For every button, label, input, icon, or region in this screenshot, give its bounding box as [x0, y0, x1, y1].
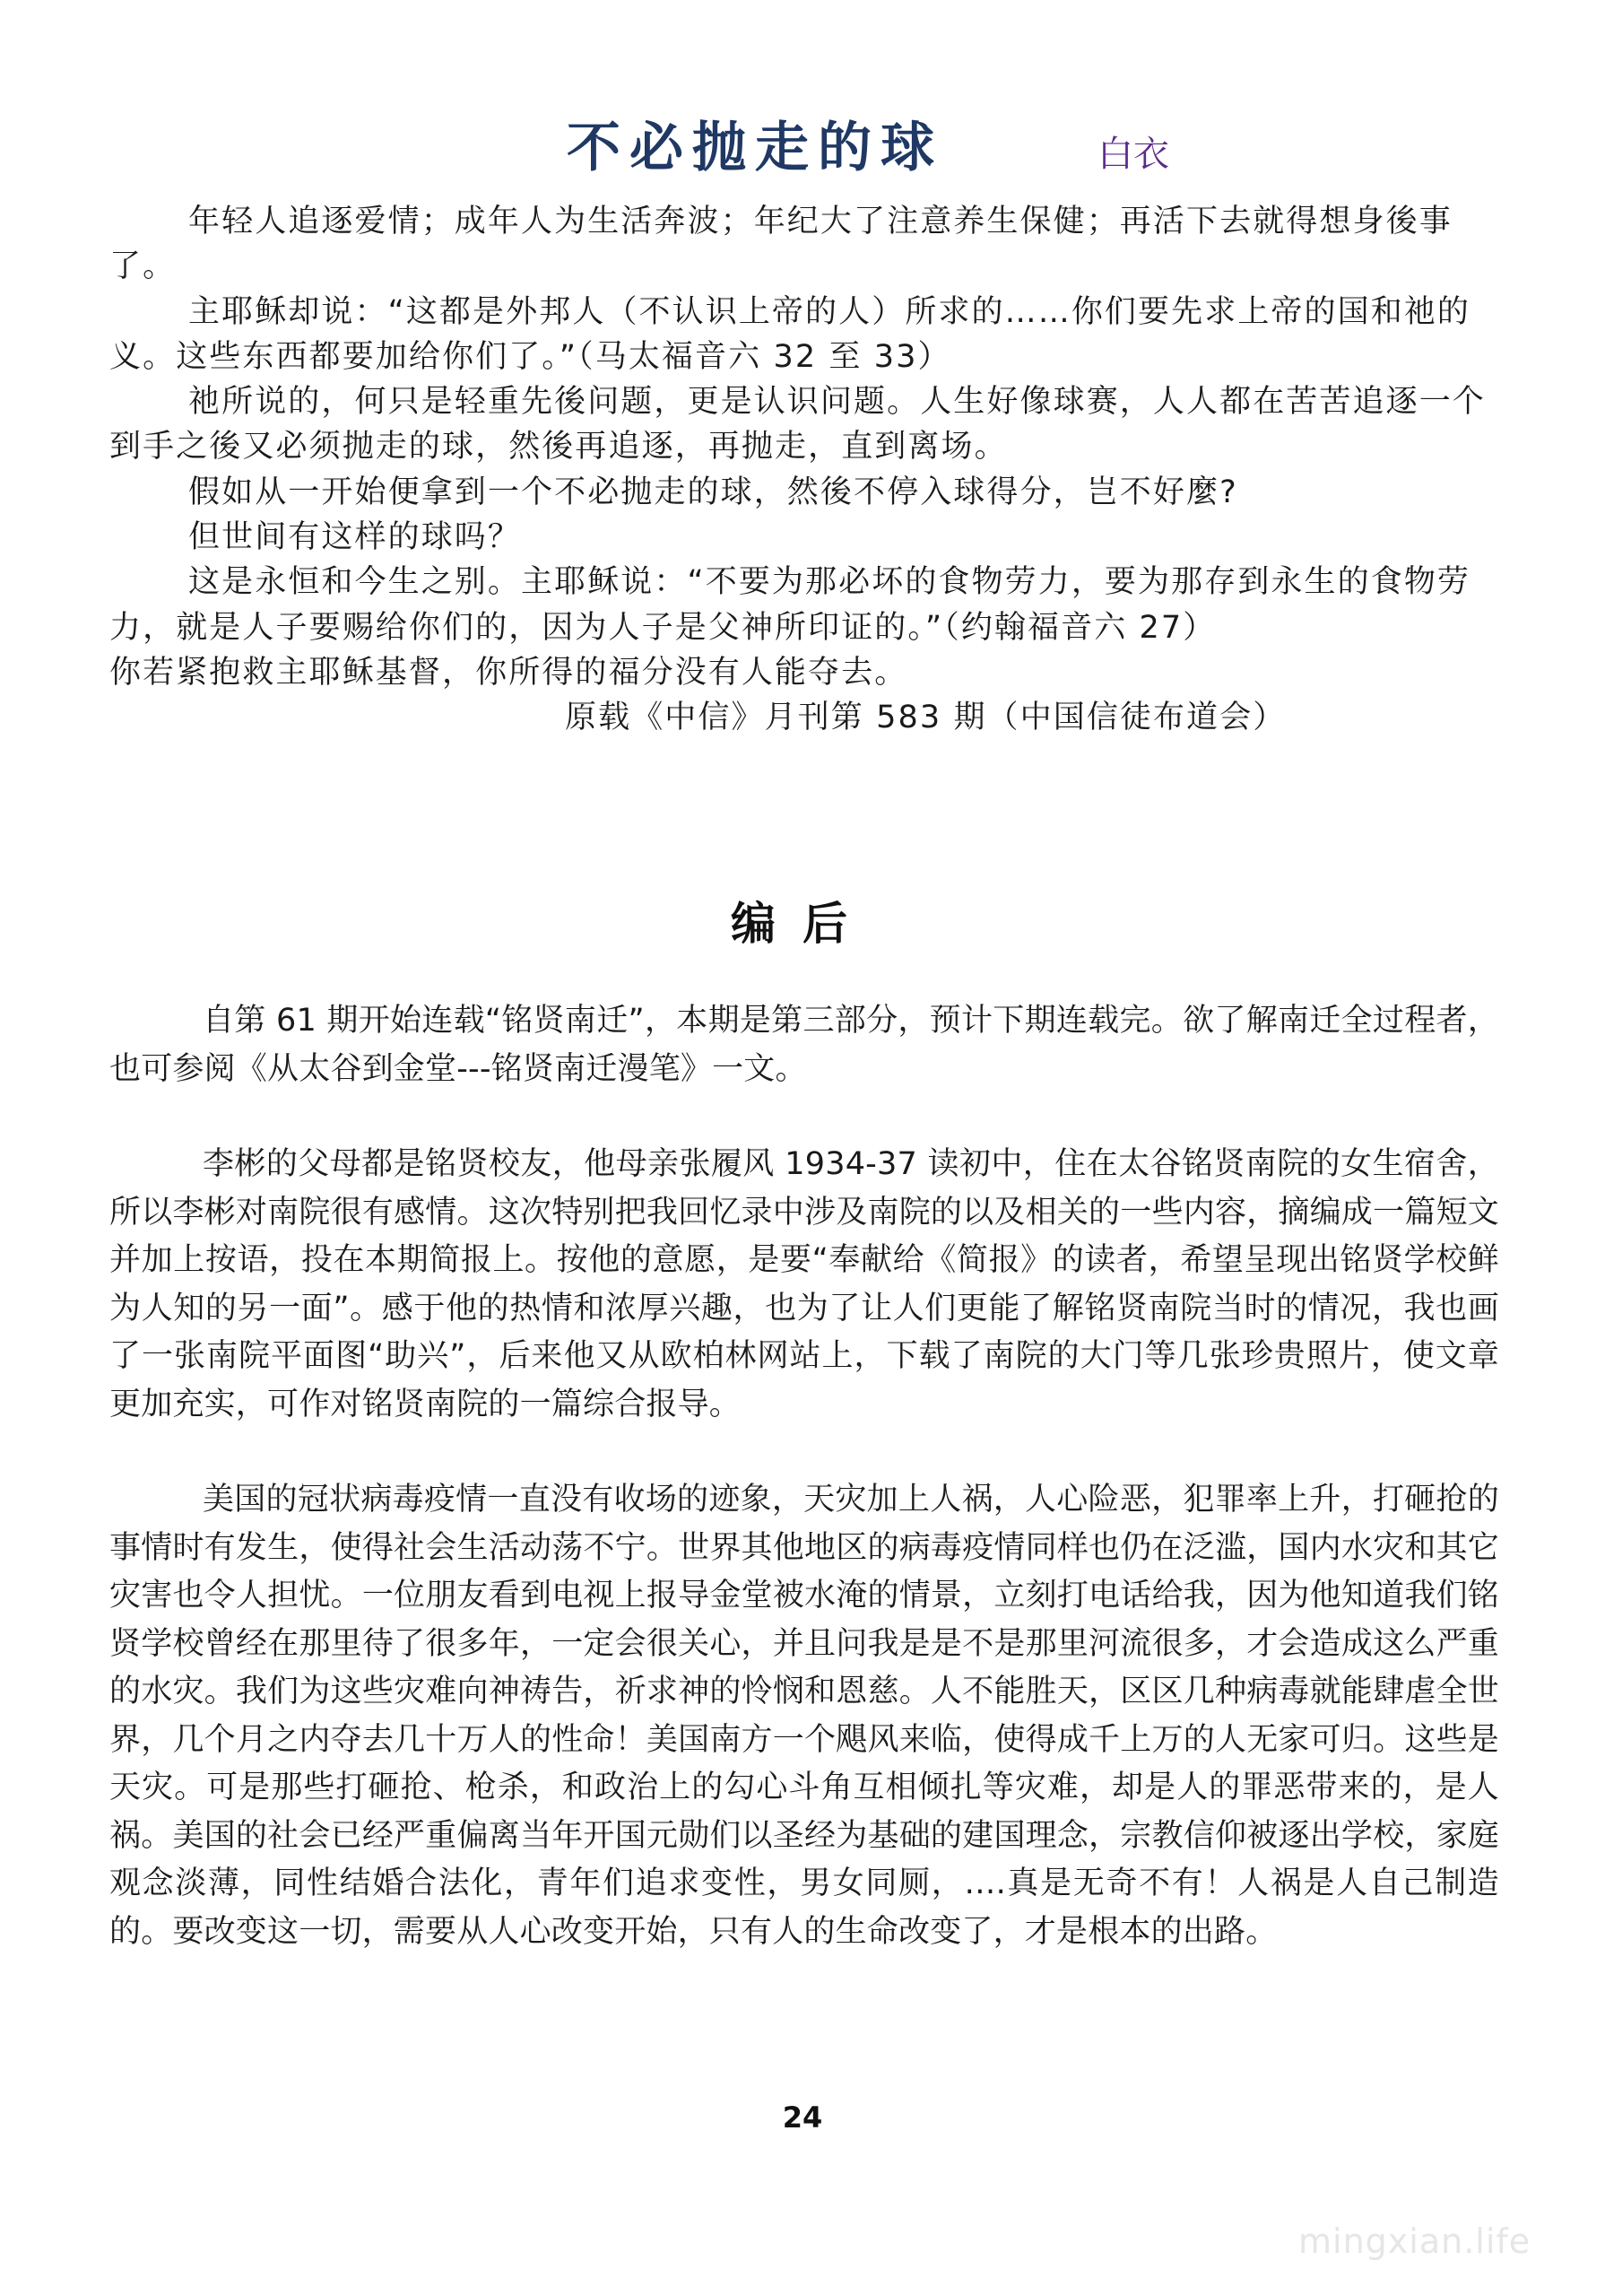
- editor-note-title: 编后: [731, 898, 874, 950]
- article-paragraph: 主耶稣却说：“这都是外邦人（不认识上帝的人）所求的……你们要先求上帝的国和祂的义。这些东西都要加给你们了。”（马太福音六 32 至 33）: [109, 293, 1471, 375]
- page-number: 24: [782, 2100, 823, 2135]
- editor-note-paragraph: 自第 61 期开始连载“铭贤南迁”，本期是第三部分，预计下期连载完。欲了解南迁全过程者，也可参阅《从太谷到金堂---铭贤南迁漫笔》一文。: [109, 1003, 1499, 1087]
- article-body: [109, 199, 1501, 741]
- article-source: 原载《中信》月刊第 583 期（中国信徒布道会）: [565, 700, 1287, 736]
- editor-note-paragraph: 李彬的父母都是铭贤校友，他母亲张履风 1934-37 读初中，住在太谷铭贤南院的女生宿舍，所以李彬对南院很有感情。这次特别把我回忆录中涉及南院的以及相关的一些内容，摘编成一篇短文并加上按语，投在本期简报上。按他的意愿，是要“奉献给《简报》的读者，希望呈现出铭贤学校鲜为人知的另一面”。感于他的热情和浓厚兴趣，也为了让人们更能了解铭贤南院当时的情况，我也画了一张南院平面图“助兴”，后来他又从欧柏林网站上，下载了南院的大门等几张珍贵照片，使文章更加充实，可作对铭贤南院的一篇综合报导。: [109, 1146, 1499, 1422]
- article-title-row: [0, 108, 1605, 188]
- editor-note-body: [109, 997, 1499, 1956]
- article-paragraph: 这是永恒和今生之别。主耶稣说：“不要为那必坏的食物劳力，要为那存到永生的食物劳力，就是人子要赐给你们的，因为人子是父神所印证的。”（约翰福音六 27）: [109, 564, 1471, 646]
- article-paragraph: 年轻人追逐爱情；成年人为生活奔波；年纪大了注意养生保健；再活下去就得想身後事了。: [109, 204, 1453, 285]
- article-paragraph: 但世间有这样的球吗？: [188, 519, 522, 556]
- article-paragraph: 你若紧抱救主耶稣基督，你所得的福分没有人能夺去。: [109, 654, 908, 691]
- editor-note-paragraph: 美国的冠状病毒疫情一直没有收场的迹象，天灾加上人祸，人心险恶，犯罪率上升，打砸抢的事情时有发生，使得社会生活动荡不宁。世界其他地区的病毒疫情同样也仍在泛滥，国内水灾和其它灾害也令人担忧。一位朋友看到电视上报导金堂被水淹的情景，立刻打电话给我，因为他知道我们铭贤学校曾经在那里待了很多年，一定会很关心，并且问我是是不是那里河流很多，才会造成这么严重的水灾。我们为这些灾难向神祷告，祈求神的怜悯和恩慈。人不能胜天，区区几种病毒就能肆虐全世界，几个月之内夺去几十万人的性命！美国南方一个飓风来临，使得成千上万的人无家可归。这些是天灾。可是那些打砸抢、枪杀，和政治上的勾心斗角互相倾扎等灾难，却是人的罪恶带来的，是人祸。美国的社会已经严重偏离当年开国元勋们以圣经为基础的建国理念，宗教信仰被逐出学校，家庭观念淡薄，同性结婚合法化，青年们追求变性，男女同厕，….真是无奇不有！人祸是人自己制造的。要改变这一切，需要从人心改变开始，只有人的生命改变了，才是根本的出路。: [109, 1482, 1499, 1950]
- article-title: 不必抛走的球: [567, 117, 943, 179]
- article-paragraph: 假如从一开始便拿到一个不必抛走的球，然後不停入球得分，岂不好麼?: [188, 474, 1238, 510]
- article-paragraph: 祂所说的，何只是轻重先後问题，更是认识问题。人生好像球赛，人人都在苦苦追逐一个到手之後又必须抛走的球，然後再追逐，再抛走，直到离场。: [109, 384, 1486, 465]
- watermark: mingxian.life: [1298, 2222, 1531, 2261]
- article-author: 白衣: [1097, 134, 1169, 175]
